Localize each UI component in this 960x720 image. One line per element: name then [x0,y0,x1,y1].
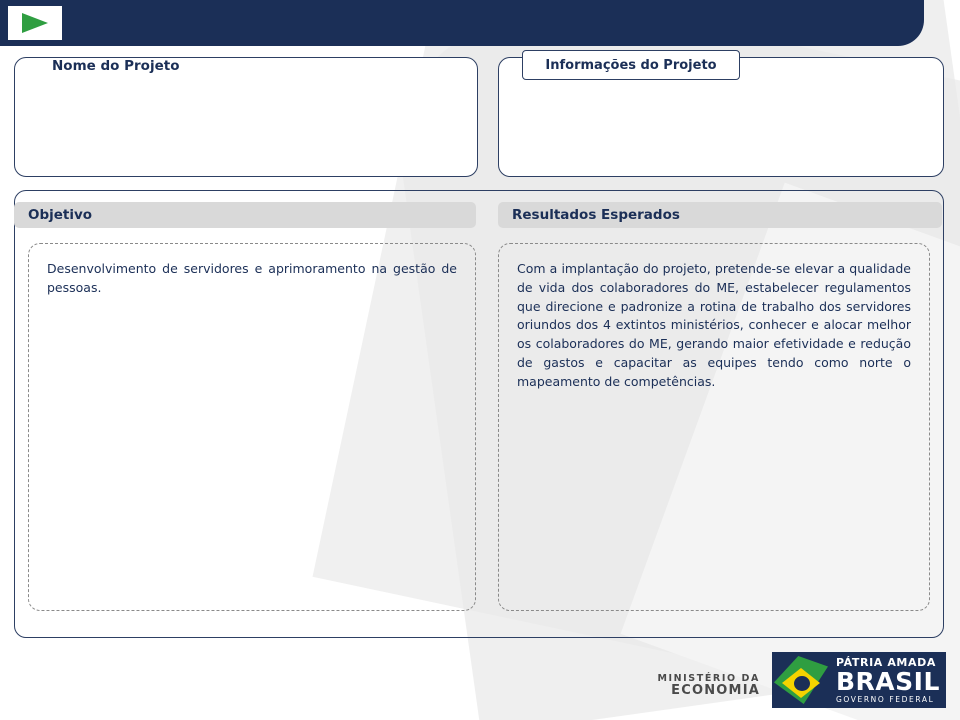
project-name-legend: Nome do Projeto [44,58,187,74]
brasil-line-2: BRASIL [836,666,940,696]
brasil-line-3: GOVERNO FEDERAL [836,694,935,704]
play-triangle-icon [8,6,62,40]
resultados-section-header [498,202,942,228]
resultados-text: Com a implantação do projeto, pretende-se elevar a qualidade de vida dos colaboradores do ME, estabelecer regulamentos que direcione e padronize a rotina de trabalho dos servidores oriundos dos 4 extintos ministérios, conhecer e alocar melhor os colaboradores do ME, gerando maior efetividade e redução de gastos e capacitar as equipes tendo como norte o mapeamento de competências. [517,261,911,389]
objetivo-text-box [28,243,476,611]
brasil-logo-text [830,657,940,704]
objetivo-section-header [14,202,476,228]
resultados-header-label: Resultados Esperados [512,207,680,223]
flag-blue-circle [794,676,810,691]
page-header [0,0,924,46]
ministry-line-1: MINISTÉRIO DA [657,673,760,685]
objetivo-text: Desenvolvimento de servidores e aprimoramento na gestão de pessoas. [47,261,457,295]
page-footer [0,640,960,720]
ministry-logo [657,674,760,698]
brazil-flag-icon [772,652,830,708]
objetivo-header-label: Objetivo [28,207,93,223]
government-brasil-logo [772,652,946,708]
resultados-text-box [498,243,930,611]
brasil-line-1: PÁTRIA AMADA [836,655,936,669]
project-name-card [14,57,478,177]
ministry-line-2: ECONOMIA [671,683,760,699]
project-info-tab [522,50,740,80]
project-info-tab-label: Informações do Projeto [545,57,717,73]
